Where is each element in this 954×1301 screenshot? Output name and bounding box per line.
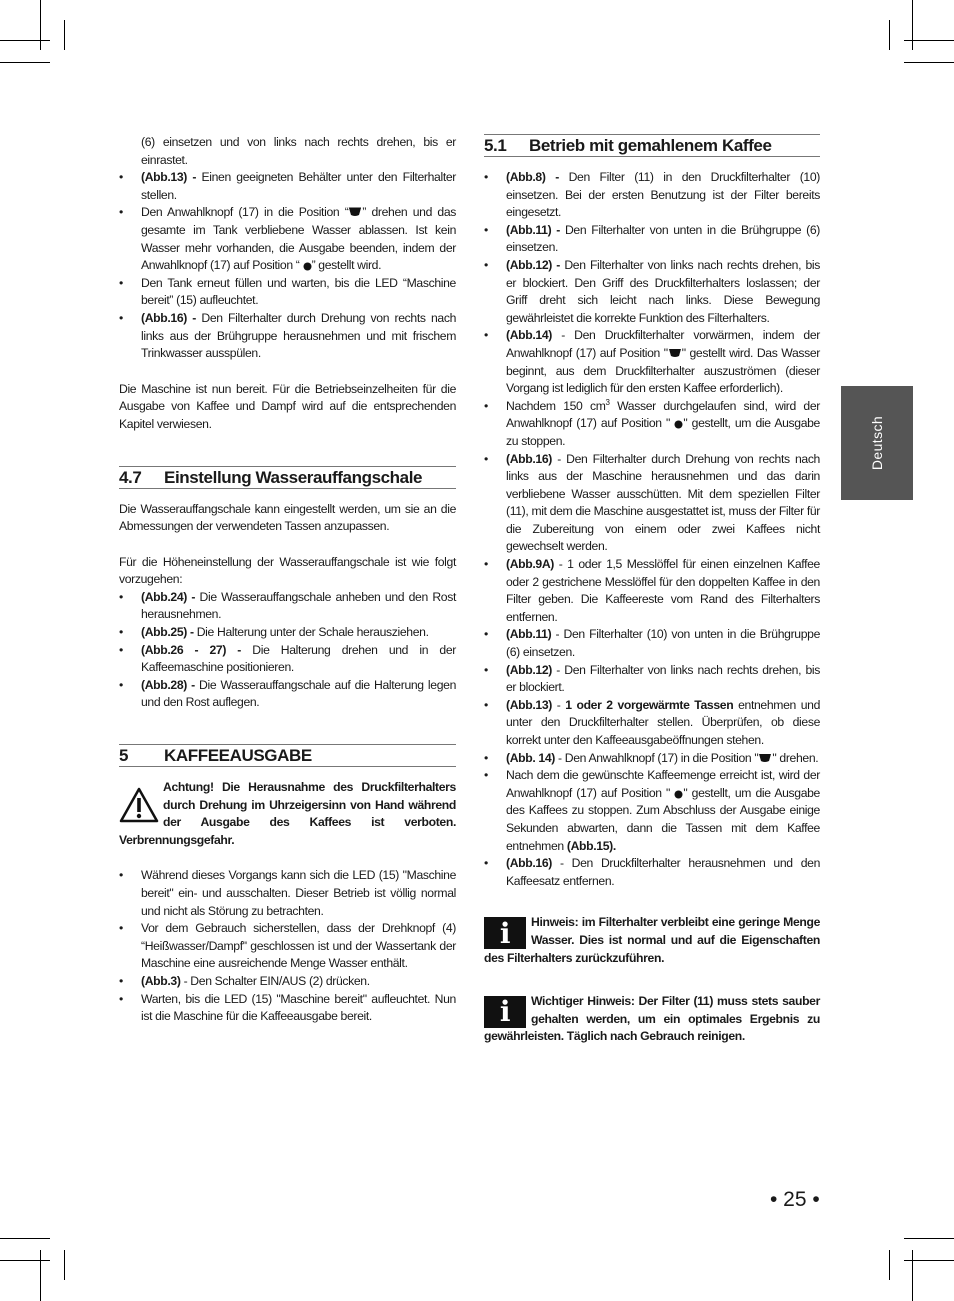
list-item: • (Abb. 14) - Den Anwahlknopf (17) in die Position " " drehen. (484, 750, 820, 768)
important-note: i Wichtiger Hinweis: Der Filter (11) muss stets sauber gehalten werden, um ein optimales Ergebnis zu gewährleisten. Täglich nach Gebrauch reinigen. (484, 994, 820, 1044)
list-item: • (Abb.16) - Den Filterhalter durch Drehung von rechts nach links aus der Brühgruppe herausnehmen und mit frischem Trinkwasser ausspülen. (119, 310, 456, 363)
crop-mark (64, 20, 65, 50)
list-item: • (Abb.16) - Den Filterhalter durch Drehung von rechts nach links aus der Maschine herausnehmen und das darin verbliebene Wasser ausschütten. Mit dem speziellen Filter (11), mit dem die Maschine ausgestattet ist, muss der Filter für die Zubereitung von einem oder zwei Kaffees nicht gewechselt werden. (484, 451, 820, 557)
dot-icon (674, 420, 683, 429)
language-tab: Deutsch (841, 386, 913, 500)
warning-box: Achtung! Die Herausnahme des Druckfilterhalters durch Drehung im Uhrzeigersinn von Hand während der Ausgabe des Kaffees ist verboten. Verbrennungsgefahr. (119, 780, 456, 847)
ground-coffee-list (484, 169, 820, 890)
coffee-prep-list (119, 867, 456, 1025)
list-item: • Warten, bis die LED (15) "Maschine bereit" aufleuchtet. Nun ist die Maschine für die Kaffeeausgabe bereit. (119, 991, 456, 1026)
dot-icon (303, 262, 312, 271)
left-column (119, 134, 456, 1026)
crop-mark (64, 1250, 65, 1280)
drip-tray-text: Die Wasserauffangschale kann eingestellt werden, um sie an die Abmessungen der verwendeten Tassen anzupassen. (119, 501, 456, 534)
list-item: • (Abb.12) - Den Filterhalter von links nach rechts drehen, bis er blockiert. Den Griff des Druckfilterhalters loslassen; der Griff dreht sich leicht nach links. Diese Bewegung gewährleistet die korrekte Funktion des Filterhalters. (484, 257, 820, 327)
page-number: • 25 • (770, 1188, 820, 1211)
crop-mark (0, 1260, 50, 1261)
cup-icon (348, 206, 362, 218)
list-item: • (Abb.12) - Den Filterhalter von links nach rechts drehen, bis er blockiert. (484, 662, 820, 697)
list-item: • (Abb.3) - Den Schalter EIN/AUS (2) drücken. (119, 973, 456, 991)
section-heading-5: 5 KAFFEEAUSGABE (119, 744, 456, 767)
crop-mark (912, 0, 913, 50)
cup-icon (758, 752, 772, 764)
crop-mark (889, 20, 890, 50)
list-item: • Während dieses Vorgangs kann sich die LED (15) "Maschine bereit" ein- und ausschalten. Dieser Betrieb ist völlig normal und nicht als Störung zu betrachten. (119, 867, 456, 920)
crop-mark (904, 62, 954, 63)
section-heading-5-1: 5.1 Betrieb mit gemahlenem Kaffee (484, 134, 820, 157)
list-item: • Den Anwahlknopf (17) in die Position “ ” drehen und das gesamte im Tank verbliebene Wasser ablassen. Ist kein Wasser mehr vorhanden, die Ausgabe beenden, indem der Anwahlknopf (17) auf Position “ ” gestellt wird. (119, 204, 456, 274)
list-item: • (Abb.24) - Die Wasserauffangschale anheben und den Rost herausnehmen. (119, 589, 456, 624)
crop-mark (40, 1250, 41, 1301)
drip-tray-list (119, 589, 456, 712)
cup-icon (668, 347, 682, 359)
crop-mark (0, 40, 50, 41)
height-adjust-text: Für die Höheneinstellung der Wasserauffangschale ist wie folgt vorzugehen: (119, 554, 456, 587)
list-item: • Den Tank erneut füllen und warten, bis die LED “Maschine bereit” (15) aufleuchtet. (119, 275, 456, 310)
section-heading-4-7: 4.7 Einstellung Wasserauffangschale (119, 466, 456, 489)
info-note: i Hinweis: im Filterhalter verbleibt eine geringe Menge Wasser. Dies ist normal und auf die Eigenschaften des Filterhalters zurückzuführen. (484, 915, 820, 965)
list-item: • Nachdem 150 $cm^3$ Wasser durchgelaufen sind, wird der Anwahlknopf (17) auf Position " " gestellt, um die Ausgabe zu stoppen. (484, 398, 820, 451)
list-item: • (Abb.25) - Die Halterung unter der Schale herausziehen. (119, 624, 456, 642)
list-item: • Vor dem Gebrauch sicherstellen, dass der Drehknopf (4) “Heißwasser/Dampf" geschlossen ist und der Wassertank der Maschine eine ausreichende Menge Wasser enthält. (119, 920, 456, 973)
crop-mark (40, 0, 41, 50)
list-item: • (Abb.14) - Den Druckfilterhalter vorwärmen, indem der Anwahlknopf (17) auf Position " " gestellt wird. Das Wasser beginnt, aus dem Druckfilterhalter auszuströmen (dieser Vorgang ist lediglich für den ersten Kaffee erforderlich). (484, 327, 820, 397)
info-icon: i (484, 996, 526, 1028)
right-column (484, 134, 820, 1046)
intro-text: (6) einsetzen und von links nach rechts drehen, bis er einrastet. (141, 135, 456, 167)
list-item: • (Abb.28) - Die Wasserauffangschale auf die Halterung legen und den Rost auflegen. (119, 677, 456, 712)
list-item: • (Abb.11) - Den Filterhalter von unten in die Brühgruppe (6) einsetzen. (484, 222, 820, 257)
list-item: • (Abb.16) - Den Druckfilterhalter herausnehmen und den Kaffeesatz entfernen. (484, 855, 820, 890)
list-item: • (Abb.8) - Den Filter (11) in den Druckfilterhalter (10) einsetzen. Bei der ersten Benutzung ist der Filter bereits eingesetzt. (484, 169, 820, 222)
list-item: • Nach dem die gewünschte Kaffeemenge erreicht ist, wird der Anwahlknopf (17) auf Position " " gestellt, um die Ausgabe des Kaffees zu stoppen. Zum Abschluss der Ausgabe einige Sekunden abwarten, dann die Tassen mit dem Kaffee entnehmen (Abb.15). (484, 767, 820, 855)
warning-triangle-icon (119, 787, 159, 823)
crop-mark (904, 1238, 954, 1239)
crop-mark (0, 62, 50, 63)
crop-mark (889, 1250, 890, 1280)
list-item: • (Abb.11) - Den Filterhalter (10) von unten in die Brühgruppe (6) einsetzen. (484, 626, 820, 661)
setup-list (119, 169, 456, 363)
info-icon: i (484, 917, 526, 949)
machine-ready-text: Die Maschine ist nun bereit. Für die Betriebseinzelheiten für die Ausgabe von Kaffee und Dampf wird auf die entsprechenden Kapitel verwiesen. (119, 381, 456, 431)
list-item: • (Abb.9A) - 1 oder 1,5 Messlöffel für einen einzelnen Kaffee oder 2 gestrichene Messlöffel für den doppelten Kaffee in den Filter geben. Die Kaffeereste vom Rand des Filterhalters entfernen. (484, 556, 820, 626)
dot-icon (674, 790, 683, 799)
list-item: • (Abb.26 - 27) - Die Halterung drehen und in der Kaffeemaschine positionieren. (119, 642, 456, 677)
crop-mark (0, 1238, 50, 1239)
crop-mark (904, 1260, 954, 1261)
crop-mark (912, 1250, 913, 1301)
list-item: • (Abb.13) - 1 oder 2 vorgewärmte Tassen entnehmen und unter den Druckfilterhalter stellen. Überprüfen, ob diese korrekt unter den Kaffeeausgabeöffnungen stehen. (484, 697, 820, 750)
list-item: • (Abb.13) - Einen geeigneten Behälter unter den Filterhalter stellen. (119, 169, 456, 204)
